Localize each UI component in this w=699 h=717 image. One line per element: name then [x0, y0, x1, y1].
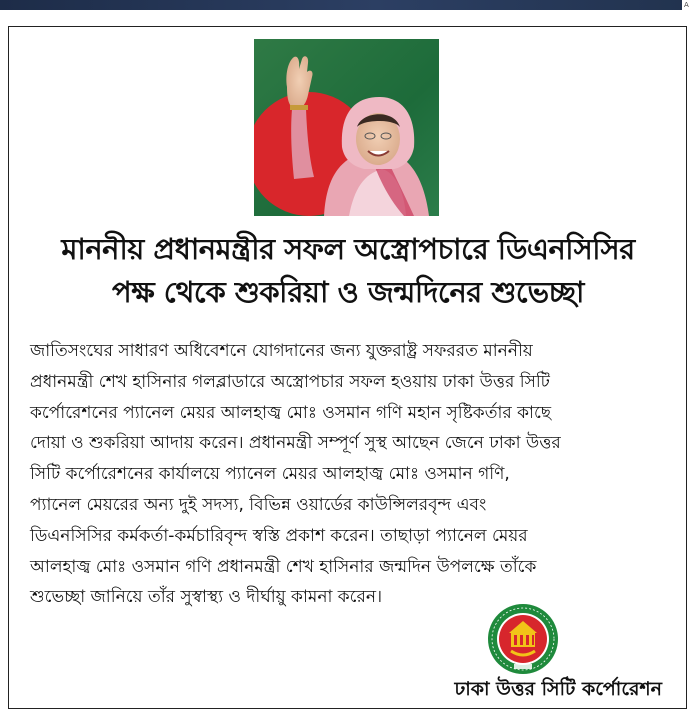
body-line: প্রধানমন্ত্রী শেখ হাসিনার গলব্লাডারে অস্ত্রোপচার সফল হওয়ায় ঢাকা উত্তর সিটি [30, 371, 550, 392]
signature-organization: ঢাকা উত্তর সিটি কর্পোরেশন [454, 678, 662, 700]
portrait-illustration [254, 39, 439, 216]
body-line: ডিএনসিসির কর্মকর্তা-কর্মচারিবৃন্দ স্বস্তি প্রকাশ করেন। তাছাড়া প্যানেল মেয়র [30, 525, 528, 546]
body-line: আলহাজ্ব মোঃ ওসমান গণি প্রধানমন্ত্রী শেখ হাসিনার জন্মদিন উপলক্ষে তাঁকে [30, 556, 537, 577]
advert-headline [16, 228, 680, 314]
body-line: সিটি কর্পোরেশনের কার্যালয়ে প্যানেল মেয়র আলহাজ্ব মোঃ ওসমান গণি, [30, 464, 510, 485]
seal-graphic [487, 603, 559, 675]
body-line: জাতিসংঘের সাধারণ অধিবেশনে যোগদানের জন্য যুক্তরাষ্ট্র সফররত মাননীয় [30, 341, 533, 361]
body-line: শুভেচ্ছা জানিয়ে তাঁর সুস্বাস্থ্য ও দীর্ঘায়ু কামনা করেন। [30, 587, 383, 608]
body-line: দোয়া ও শুকরিয়া আদায় করেন। প্রধানমন্ত্রী সম্পূর্ণ সুস্থ আছেন জেনে ঢাকা উত্তর [30, 433, 561, 454]
body-line: কর্পোরেশনের প্যানেল মেয়র আলহাজ্ব মোঃ ওসমান গণি মহান সৃষ্টিকর্তার কাছে [30, 402, 552, 423]
body-line: প্যানেল মেয়রের অন্য দুই সদস্য, বিভিন্ন ওয়ার্ডের কাউন্সিলরবৃন্দ এবং [30, 494, 487, 515]
portrait-photo [254, 39, 439, 216]
corner-mark: A [684, 1, 689, 9]
headline-line-2: পক্ষ থেকে শুকরিয়া ও জন্মদিনের শুভেচ্ছা [112, 275, 584, 309]
advert-body [30, 336, 670, 613]
top-banner-strip [0, 0, 682, 10]
dncc-seal-icon [487, 603, 559, 675]
headline-line-1: মাননীয় প্রধানমন্ত্রীর সফল অস্ত্রোপচারে ডিএনসিসির [61, 232, 635, 266]
